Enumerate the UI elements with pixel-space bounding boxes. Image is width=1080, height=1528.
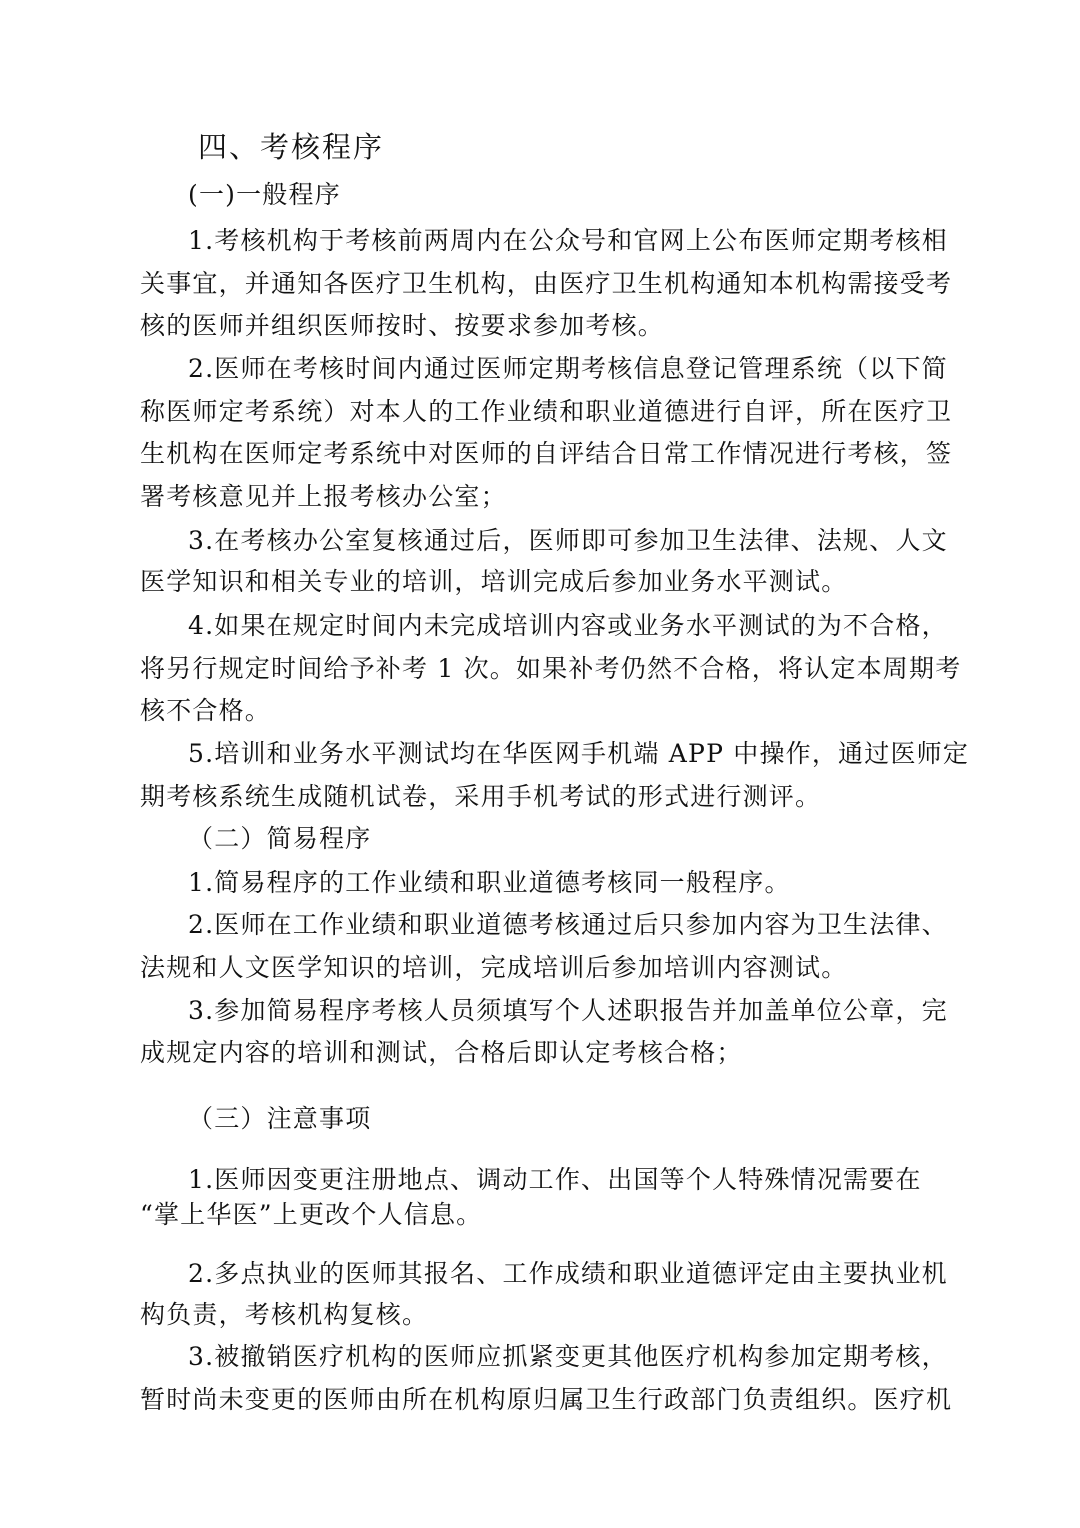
paragraph-line: 4.如果在规定时间内未完成培训内容或业务水平测试的为不合格， xyxy=(188,611,948,640)
paragraph-line: 1.简易程序的工作业绩和职业道德考核同一般程序。 xyxy=(188,868,791,897)
paragraph-line: 医学知识和相关专业的培训，培训完成后参加业务水平测试。 xyxy=(140,567,848,596)
paragraph-line: 生机构在医师定考系统中对医师的自评结合日常工作情况进行考核，签 xyxy=(140,439,953,468)
paragraph-line: 法规和人文医学知识的培训，完成培训后参加培训内容测试。 xyxy=(140,953,848,982)
paragraph-line: 将另行规定时间给予补考 1 次。如果补考仍然不合格，将认定本周期考 xyxy=(140,654,962,683)
paragraph-line: 核不合格。 xyxy=(140,696,272,725)
paragraph-line: 期考核系统生成随机试卷，采用手机考试的形式进行测评。 xyxy=(140,782,822,811)
paragraph-line: 称医师定考系统）对本人的工作业绩和职业道德进行自评，所在医疗卫 xyxy=(140,397,953,426)
paragraph-line: 署考核意见并上报考核办公室； xyxy=(140,482,507,511)
paragraph-line: 核的医师并组织医师按时、按要求参加考核。 xyxy=(140,311,665,340)
subsection-heading-notes: （三）注意事项 xyxy=(188,1104,372,1133)
subsection-heading-simple: （二）简易程序 xyxy=(188,824,372,853)
paragraph-line: 5.培训和业务水平测试均在华医网手机端 APP 中操作，通过医师定 xyxy=(188,739,970,768)
paragraph-line: 暂时尚未变更的医师由所在机构原归属卫生行政部门负责组织。医疗机 xyxy=(140,1385,953,1414)
subsection-heading-general: (一)一般程序 xyxy=(188,180,341,209)
paragraph-line: “掌上华医”上更改个人信息。 xyxy=(140,1200,483,1229)
paragraph-line: 3.在考核办公室复核通过后，医师即可参加卫生法律、法规、人文 xyxy=(188,526,948,555)
paragraph-line: 3.参加简易程序考核人员须填写个人述职报告并加盖单位公章，完 xyxy=(188,996,948,1025)
paragraph-line: 2.多点执业的医师其报名、工作成绩和职业道德评定由主要执业机 xyxy=(188,1259,948,1288)
paragraph-line: 构负责，考核机构复核。 xyxy=(140,1300,429,1329)
paragraph-line: 2.医师在工作业绩和职业道德考核通过后只参加内容为卫生法律、 xyxy=(188,910,948,939)
paragraph-line: 2.医师在考核时间内通过医师定期考核信息登记管理系统（以下简 xyxy=(188,354,948,383)
paragraph-line: 3.被撤销医疗机构的医师应抓紧变更其他医疗机构参加定期考核， xyxy=(188,1342,948,1371)
paragraph-line: 1.考核机构于考核前两周内在公众号和官网上公布医师定期考核相 xyxy=(188,226,948,255)
section-title: 四、考核程序 xyxy=(198,130,385,164)
paragraph-line: 关事宜，并通知各医疗卫生机构，由医疗卫生机构通知本机构需接受考 xyxy=(140,269,953,298)
paragraph-line: 1.医师因变更注册地点、调动工作、出国等个人特殊情况需要在 xyxy=(188,1165,922,1194)
paragraph-line: 成规定内容的培训和测试，合格后即认定考核合格； xyxy=(140,1038,743,1067)
